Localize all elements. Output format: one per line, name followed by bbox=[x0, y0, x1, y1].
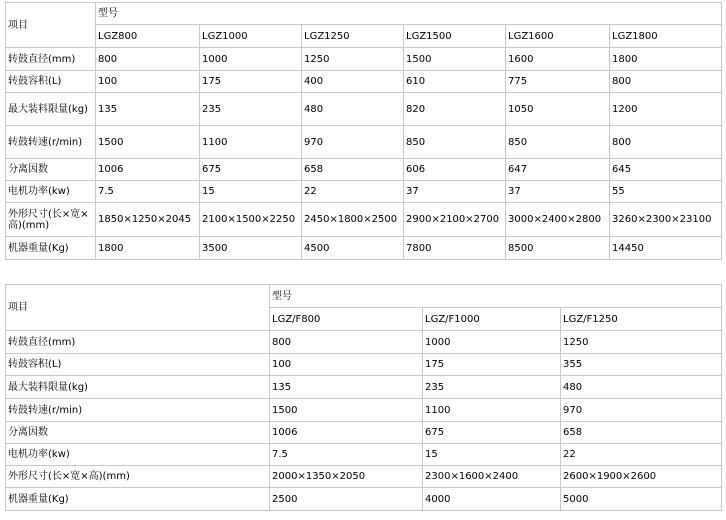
table-cell: 1500 bbox=[270, 399, 423, 422]
table-cell: 2450×1800×2500 bbox=[302, 203, 404, 237]
table-cell: 800 bbox=[96, 48, 200, 71]
model-name: LGZ/F1250 bbox=[561, 308, 722, 331]
row-label: 最大装料限量(kg) bbox=[6, 93, 96, 126]
table-row bbox=[6, 422, 722, 444]
table-cell: 15 bbox=[200, 181, 302, 203]
table-cell: 15 bbox=[423, 444, 561, 466]
table-cell: 22 bbox=[561, 444, 722, 466]
model-header: 型号 bbox=[270, 285, 722, 308]
table-cell: 1500 bbox=[404, 48, 506, 71]
table-row bbox=[6, 237, 722, 260]
table-cell: 100 bbox=[270, 354, 423, 376]
row-label: 分离因数 bbox=[6, 159, 96, 181]
table-cell: 1250 bbox=[561, 331, 722, 354]
row-label: 转鼓容积(L) bbox=[6, 71, 96, 93]
spec-table-lgz bbox=[5, 2, 722, 260]
table-cell: 970 bbox=[561, 399, 722, 422]
table-cell: 1500 bbox=[96, 126, 200, 159]
table-cell: 8500 bbox=[506, 237, 610, 260]
item-header: 项目 bbox=[6, 285, 270, 331]
table-cell: 850 bbox=[506, 126, 610, 159]
table-cell: 235 bbox=[200, 93, 302, 126]
row-label: 机器重量(Kg) bbox=[6, 488, 270, 511]
table-cell: 658 bbox=[302, 159, 404, 181]
table-cell: 7800 bbox=[404, 237, 506, 260]
model-row bbox=[6, 25, 722, 48]
table-cell: 14450 bbox=[610, 237, 722, 260]
table-row bbox=[6, 399, 722, 422]
table-cell: 480 bbox=[302, 93, 404, 126]
model-name: LGZ/F1000 bbox=[423, 308, 561, 331]
header-row bbox=[6, 3, 722, 25]
item-header: 项目 bbox=[6, 3, 96, 48]
spec-table-lgz-f bbox=[5, 284, 722, 511]
table-row bbox=[6, 181, 722, 203]
row-label: 电机功率(kw) bbox=[6, 444, 270, 466]
table-row bbox=[6, 48, 722, 71]
row-label: 电机功率(kw) bbox=[6, 181, 96, 203]
table-cell: 1100 bbox=[423, 399, 561, 422]
table-cell: 55 bbox=[610, 181, 722, 203]
table-cell: 22 bbox=[302, 181, 404, 203]
table-cell: 675 bbox=[423, 422, 561, 444]
model-name: LGZ/F800 bbox=[270, 308, 423, 331]
table-row bbox=[6, 466, 722, 488]
table-cell: 1800 bbox=[96, 237, 200, 260]
row-label: 转鼓直径(mm) bbox=[6, 331, 270, 354]
model-name: LGZ1600 bbox=[506, 25, 610, 48]
table-row bbox=[6, 444, 722, 466]
table-row bbox=[6, 126, 722, 159]
table-cell: 2100×1500×2250 bbox=[200, 203, 302, 237]
table-cell: 7.5 bbox=[270, 444, 423, 466]
row-label: 转鼓直径(mm) bbox=[6, 48, 96, 71]
table-cell: 1800 bbox=[610, 48, 722, 71]
header-row bbox=[6, 285, 722, 308]
table-cell: 658 bbox=[561, 422, 722, 444]
table-cell: 175 bbox=[200, 71, 302, 93]
table-cell: 2900×2100×2700 bbox=[404, 203, 506, 237]
table-cell: 675 bbox=[200, 159, 302, 181]
table-cell: 1050 bbox=[506, 93, 610, 126]
table-cell: 850 bbox=[404, 126, 506, 159]
table-cell: 355 bbox=[561, 354, 722, 376]
model-name: LGZ800 bbox=[96, 25, 200, 48]
table-row bbox=[6, 71, 722, 93]
table-cell: 1006 bbox=[270, 422, 423, 444]
table-cell: 2000×1350×2050 bbox=[270, 466, 423, 488]
table-cell: 1000 bbox=[200, 48, 302, 71]
table-cell: 606 bbox=[404, 159, 506, 181]
table-cell: 1850×1250×2045 bbox=[96, 203, 200, 237]
table-cell: 3260×2300×23100 bbox=[610, 203, 722, 237]
table-cell: 1000 bbox=[423, 331, 561, 354]
table-row bbox=[6, 93, 722, 126]
model-name: LGZ1000 bbox=[200, 25, 302, 48]
table-cell: 800 bbox=[610, 71, 722, 93]
model-name: LGZ1800 bbox=[610, 25, 722, 48]
table-row bbox=[6, 159, 722, 181]
table-cell: 2500 bbox=[270, 488, 423, 511]
table-cell: 135 bbox=[96, 93, 200, 126]
row-label: 最大装料限量(kg) bbox=[6, 376, 270, 399]
table-row bbox=[6, 488, 722, 511]
table-cell: 647 bbox=[506, 159, 610, 181]
table-cell: 37 bbox=[506, 181, 610, 203]
table-cell: 5000 bbox=[561, 488, 722, 511]
table-cell: 400 bbox=[302, 71, 404, 93]
row-label: 分离因数 bbox=[6, 422, 270, 444]
table-cell: 1250 bbox=[302, 48, 404, 71]
row-label: 转鼓容积(L) bbox=[6, 354, 270, 376]
table-cell: 3000×2400×2800 bbox=[506, 203, 610, 237]
table-cell: 4000 bbox=[423, 488, 561, 511]
table-row bbox=[6, 354, 722, 376]
table-cell: 645 bbox=[610, 159, 722, 181]
model-header: 型号 bbox=[96, 3, 722, 25]
row-label: 转鼓转速(r/min) bbox=[6, 399, 270, 422]
table-cell: 7.5 bbox=[96, 181, 200, 203]
table-cell: 970 bbox=[302, 126, 404, 159]
table-cell: 3500 bbox=[200, 237, 302, 260]
table-cell: 37 bbox=[404, 181, 506, 203]
table-cell: 820 bbox=[404, 93, 506, 126]
table-cell: 2300×1600×2400 bbox=[423, 466, 561, 488]
table-cell: 610 bbox=[404, 71, 506, 93]
table-row bbox=[6, 331, 722, 354]
table-cell: 235 bbox=[423, 376, 561, 399]
row-label: 外形尺寸(长×宽×高)(mm) bbox=[6, 466, 270, 488]
model-name: LGZ1250 bbox=[302, 25, 404, 48]
table-cell: 4500 bbox=[302, 237, 404, 260]
table-cell: 480 bbox=[561, 376, 722, 399]
table-cell: 1200 bbox=[610, 93, 722, 126]
model-name: LGZ1500 bbox=[404, 25, 506, 48]
table-row bbox=[6, 203, 722, 237]
table-cell: 800 bbox=[270, 331, 423, 354]
row-label: 转鼓转速(r/min) bbox=[6, 126, 96, 159]
table-cell: 1600 bbox=[506, 48, 610, 71]
table-row bbox=[6, 376, 722, 399]
table-cell: 175 bbox=[423, 354, 561, 376]
table-cell: 1100 bbox=[200, 126, 302, 159]
table-cell: 2600×1900×2600 bbox=[561, 466, 722, 488]
row-label: 外形尺寸(长×宽×高)(mm) bbox=[6, 203, 96, 237]
table-cell: 800 bbox=[610, 126, 722, 159]
table-cell: 135 bbox=[270, 376, 423, 399]
table-cell: 100 bbox=[96, 71, 200, 93]
table-cell: 1006 bbox=[96, 159, 200, 181]
row-label: 机器重量(Kg) bbox=[6, 237, 96, 260]
table-cell: 775 bbox=[506, 71, 610, 93]
